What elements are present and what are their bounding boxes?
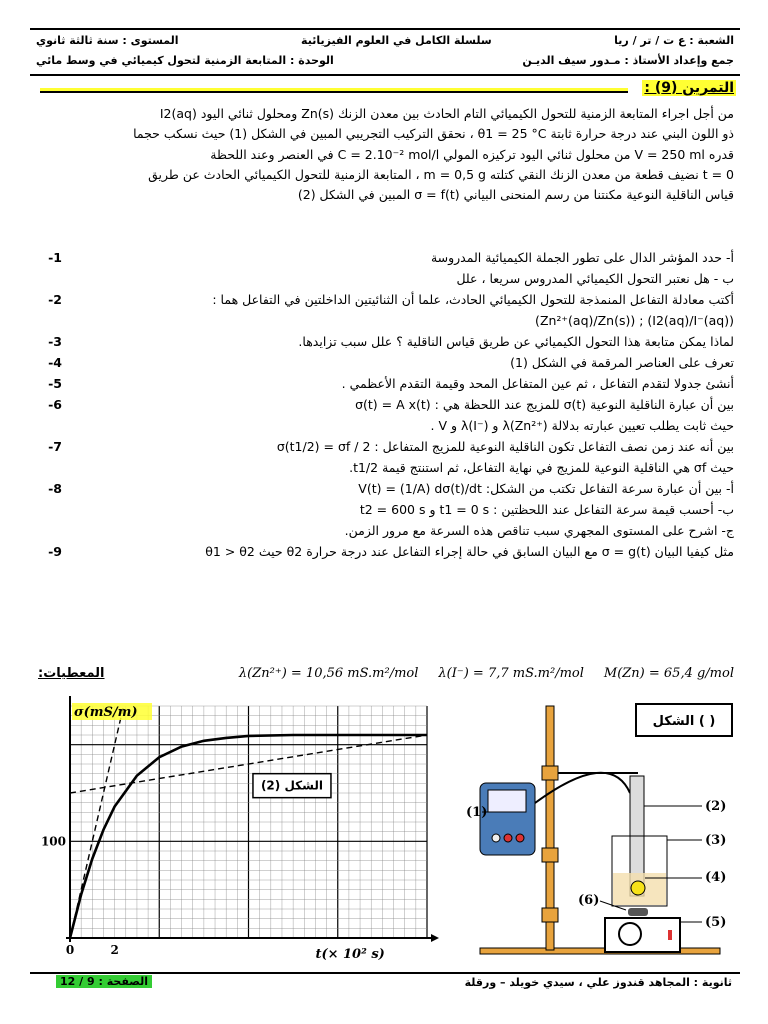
intro-line: قياس الناقلية النوعية مكنتنا من رسم المنحنى البياني σ = f(t) المبين في الشكل (2) [297, 187, 734, 202]
question-item [40, 313, 734, 334]
worksheet-page [30, 28, 740, 988]
label-2: (2) [705, 799, 727, 814]
question-item [40, 376, 734, 397]
question-number: 4- [48, 355, 62, 370]
question-item [40, 544, 734, 565]
label-6: (6) [578, 893, 600, 908]
label-4: (4) [705, 870, 727, 885]
question-item [40, 460, 734, 481]
question-number: 1- [48, 250, 62, 265]
zinc-piece [631, 881, 645, 895]
question-text: أنشئ جدولا لتقدم التفاعل ، ثم عين المتفاعل المحد وقيمة التقدم الأعظمي . [341, 376, 734, 391]
intro-paragraph [40, 106, 734, 207]
question-number: 8- [48, 481, 62, 496]
question-number: 9- [48, 544, 62, 559]
clamp [542, 766, 558, 780]
unit-text: الوحدة : المتابعة الزمنية لتحول كيميائي في وسط مائي [36, 54, 334, 67]
stand-base [480, 948, 720, 954]
label-5: (5) [705, 915, 727, 930]
question-item [40, 271, 734, 292]
question-text: مثل كيفيا البيان σ = g(t) مع البيان السابق في حالة إجراء التفاعل عند درجة حرارة θ2 حيث θ1 > θ2 [205, 544, 734, 559]
data-label: المعطيات: [38, 666, 105, 681]
question-text: بين أنه عند زمن نصف التفاعل تكون الناقلية النوعية للمزيج المتفاعل : σ(t1/2) = σf / 2 [276, 439, 734, 454]
question-text: ب- أحسب قيمة سرعة التفاعل عند اللحظتين : t1 = 0 s و t2 = 600 s [359, 502, 734, 517]
question-text: (I2(aq)/I⁻(aq)) ; (Zn²⁺(aq)/Zn(s)) [535, 313, 734, 328]
question-item [40, 523, 734, 544]
question-number: 2- [48, 292, 62, 307]
page-header [30, 28, 740, 76]
label-3: (3) [705, 833, 727, 848]
series-title: سلسلة الكامل في العلوم الفيزيائية [301, 34, 492, 47]
question-text: تعرف على العناصر المرقمة في الشكل (1) [510, 355, 734, 370]
question-number: 7- [48, 439, 62, 454]
question-item [40, 418, 734, 439]
x-axis-label: t(× 10² s) [315, 947, 385, 962]
intro-line: t = 0 نضيف قطعة من معدن الزنك النقي كتلته m = 0,5 g ، المتابعة الزمنية للتحول الكيميائي الحادث عن طريق [148, 166, 734, 182]
chart-title: الشكل (2) [260, 778, 323, 793]
intro-line: ذو اللون البني عند درجة حرارة ثابتة θ1 = 25 °C ، نحقق التركيب التجريبي المبين في الشكل (1) حيث نسكب حجما [133, 126, 734, 142]
data-value: M(Zn) = 65,4 g/mol [603, 666, 734, 681]
question-item [40, 292, 734, 313]
data-value: λ(Zn²⁺) = 10,56 mS.m²/mol [238, 666, 419, 681]
question-text: أ- بين أن عبارة سرعة التفاعل تكتب من الشكل: V(t) = (1/A) dσ(t)/dt [358, 481, 734, 496]
x-tick-label: 0 [65, 943, 75, 957]
question-number: 5- [48, 376, 62, 391]
question-item [40, 439, 734, 460]
question-text: أكتب معادلة التفاعل المنمذجة للتحول الكيميائي الحادث، علما أن الثنائيتين الداخلتين في التفاعل هما : [212, 292, 734, 307]
question-list [40, 250, 734, 565]
y-tick-label: 100 [40, 834, 66, 849]
intro-line: قدره V = 250 ml من محلول ثنائي اليود تركيزه المولي C = 2.10⁻² mol/l في العنصر وعند اللحظة [210, 146, 734, 162]
question-text: ج- اشرح على المستوى المجهري سبب تناقص هذه السرعة مع مرور الزمن. [344, 523, 734, 538]
question-item [40, 502, 734, 523]
page-footer [30, 972, 740, 992]
intro-line: من أجل اجراء المتابعة الزمنية للتحول الكيميائي التام الحادث بين معدن الزنك Zn(s) ومحلول ثنائي اليود I2(aq) [159, 106, 734, 121]
question-number: 6- [48, 397, 62, 412]
question-text: حيث ثابت يطلب تعيين عبارته بدلالة λ(Zn²⁺) و λ(I⁻) و V . [430, 418, 734, 433]
question-item [40, 250, 734, 271]
question-item [40, 334, 734, 355]
question-item [40, 481, 734, 502]
clamp [542, 908, 558, 922]
x-axis-arrow [431, 934, 439, 942]
data-value: λ(I⁻) = 7,7 mS.m²/mol [438, 666, 584, 681]
y-axis-label: σ(mS/m) [74, 705, 138, 720]
x-tick-label: 2 [110, 943, 119, 957]
label-1: (1) [466, 805, 488, 820]
question-text: بين أن عبارة الناقلية النوعية σ(t) للمزيج عند اللحظة هي : σ(t) = A x(t) [355, 397, 734, 412]
title-underline [40, 88, 628, 93]
meter-display [488, 790, 526, 812]
experimental-setup-figure [460, 698, 735, 968]
question-item [40, 355, 734, 376]
school-name: ثانوية : المجاهد قندوز علي ، سيدي خويلد – ورقلة [464, 976, 732, 989]
conductivity-chart [32, 690, 442, 972]
stirrer-knob [619, 923, 641, 945]
question-text: لماذا يمكن متابعة هذا التحول الكيميائي عن طريق قياس الناقلية ؟ علل سبب تزايدها. [298, 334, 734, 349]
exercise-title: التمرين (9) : [644, 80, 734, 96]
question-text: أ- حدد المؤشر الدال على تطور الجملة الكيميائية المدروسة [430, 250, 734, 265]
stream-text: الشعبة : ع ت / تر / ريا [614, 34, 734, 47]
magnetic-bar [628, 908, 648, 916]
level-text: المستوى : سنة ثالثة ثانوي [36, 34, 179, 47]
question-number: 3- [48, 334, 62, 349]
question-item [40, 397, 734, 418]
figure-title: الشكل ( ) [652, 714, 716, 729]
author-text: جمع وإعداد الأستاذ : مـدور سيف الديـن [522, 54, 734, 67]
page-number: الصفحة : 9 / 12 [56, 975, 152, 988]
question-text: حيث σf هي الناقلية النوعية للمزيج في نهاية التفاعل، ثم استنتج قيمة t1/2. [349, 460, 734, 475]
question-text: ب - هل نعتبر التحول الكيميائي المدروس سريعا ، علل [456, 271, 734, 286]
data-section [38, 666, 734, 681]
clamp [542, 848, 558, 862]
